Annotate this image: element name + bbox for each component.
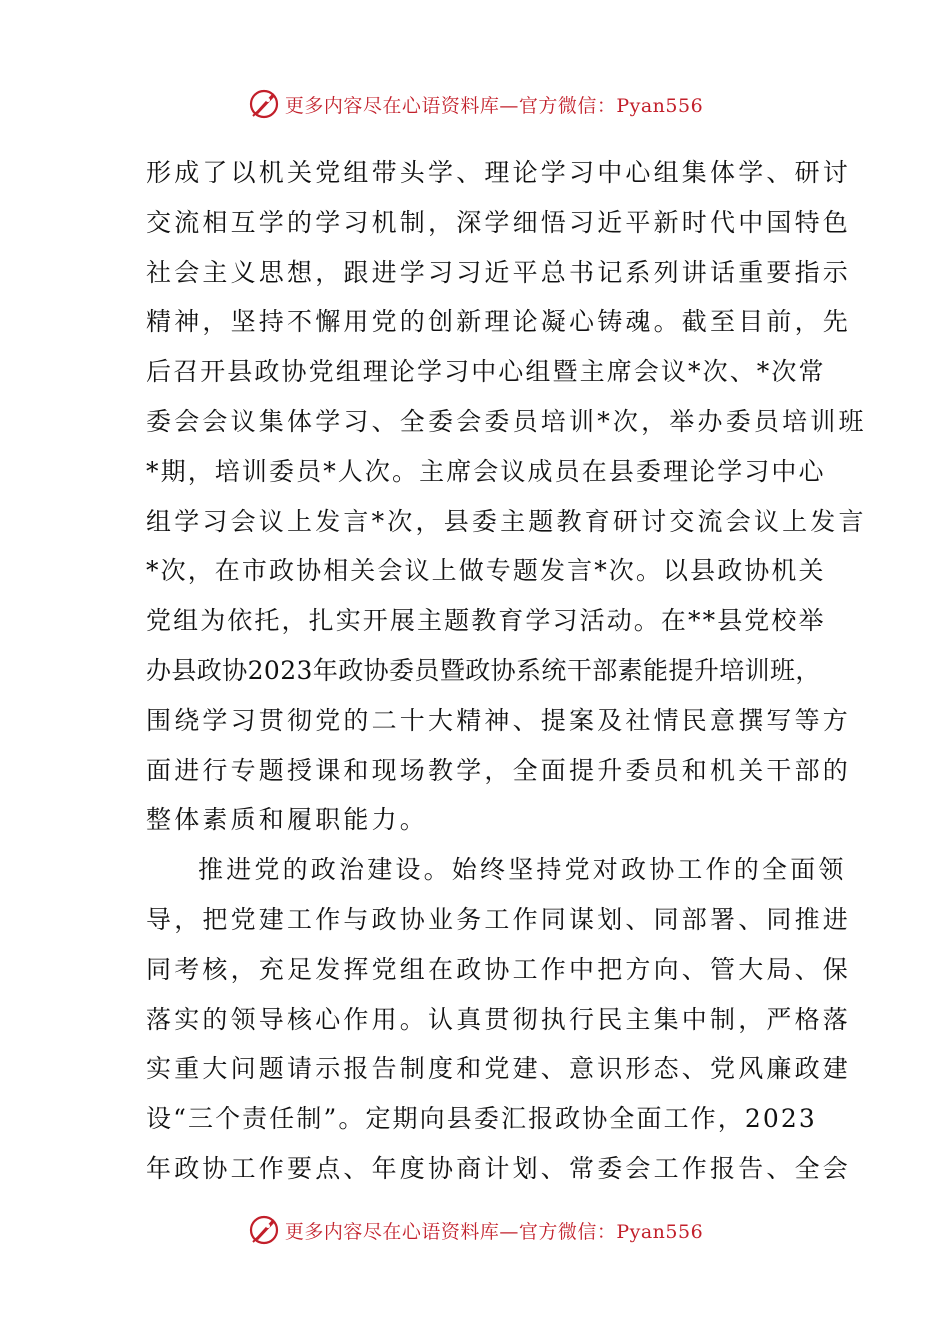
text-line: 面进行专题授课和现场教学，全面提升委员和机关干部的 <box>146 755 852 785</box>
text-line: 交流相互学的学习机制，深学细悟习近平新时代中国特色 <box>146 207 852 237</box>
header-banner <box>0 84 950 124</box>
document-body <box>146 148 867 1194</box>
text-line: 推进党的政治建设。始终坚持党对政协工作的全面领 <box>198 855 847 885</box>
text-line: 社会主义思想，跟进学习习近平总书记系列讲话重要指示 <box>146 257 852 287</box>
text-line: *期，培训委员*人次。主席会议成员在县委理论学习中心 <box>146 456 826 486</box>
text-line: 实重大问题请示报告制度和党建、意识形态、党风廉政建 <box>146 1054 852 1084</box>
text-line: 导，把党建工作与政协业务工作同谋划、同部署、同推进 <box>146 904 852 934</box>
header-banner-text: 更多内容尽在心语资料库—官方微信：Pyan556 <box>284 94 704 117</box>
text-line: 整体素质和履职能力。 <box>146 805 429 835</box>
text-line: 设“三个责任制”。定期向县委汇报政协全面工作，2023 <box>146 1104 817 1134</box>
text-line: 后召开县政协党组理论学习中心组暨主席会议*次、*次常 <box>146 357 826 387</box>
quill-logo-icon <box>247 87 281 121</box>
text-line: 形成了以机关党组带头学、理论学习中心组集体学、研讨 <box>146 158 852 187</box>
quill-logo-icon <box>247 1213 281 1247</box>
footer-banner <box>0 1210 950 1250</box>
text-line: 年政协工作要点、年度协商计划、常委会工作报告、全会 <box>146 1153 852 1183</box>
text-line: 组学习会议上发言*次，县委主题教育研讨交流会议上发言 <box>146 506 867 536</box>
text-line: 办县政协2023年政协委员暨政协系统干部素能提升培训班， <box>146 655 821 685</box>
text-line: 围绕学习贯彻党的二十大精神、提案及社情民意撰写等方 <box>146 705 852 735</box>
text-line: 落实的领导核心作用。认真贯彻执行民主集中制，严格落 <box>146 1004 852 1034</box>
text-line: 同考核，充足发挥党组在政协工作中把方向、管大局、保 <box>146 954 852 984</box>
text-line: 党组为依托，扎实开展主题教育学习活动。在**县党校举 <box>146 606 826 636</box>
text-line: *次，在市政协相关会议上做专题发言*次。以县政协机关 <box>146 556 826 586</box>
text-line: 委会会议集体学习、全委会委员培训*次，举办委员培训班 <box>146 406 867 436</box>
text-line: 精神，坚持不懈用党的创新理论凝心铸魂。截至目前，先 <box>146 307 852 337</box>
footer-banner-text: 更多内容尽在心语资料库—官方微信：Pyan556 <box>284 1220 704 1243</box>
